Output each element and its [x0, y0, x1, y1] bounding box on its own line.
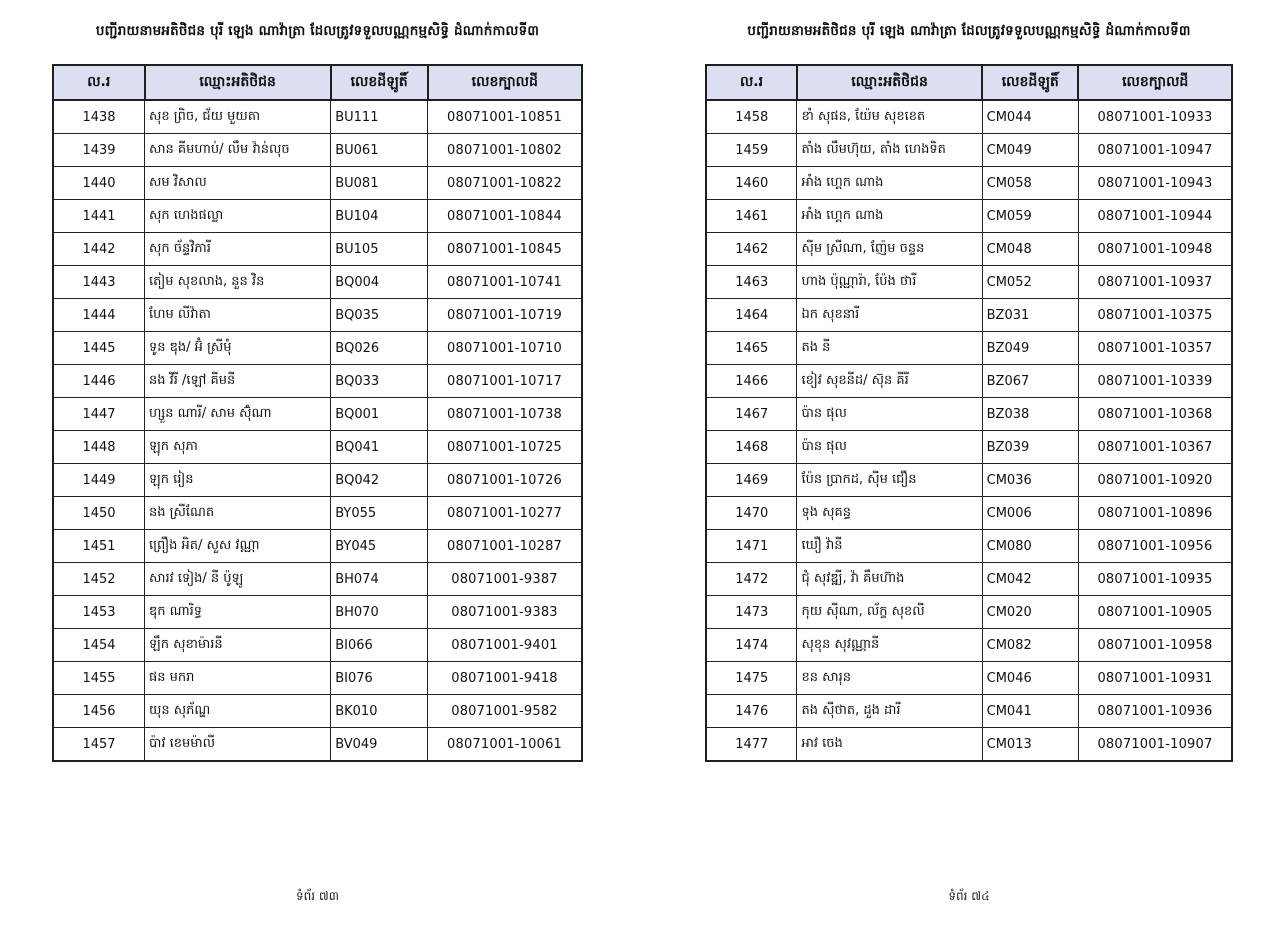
title-number-cell: 08071001-10738: [428, 398, 582, 431]
table-row: [706, 695, 1232, 728]
title-number-cell: 08071001-10277: [428, 497, 582, 530]
customer-name-cell: ឡុក រៀន: [145, 464, 331, 497]
row-number-cell: 1465: [706, 332, 797, 365]
table-row: [706, 233, 1232, 266]
table-row: [706, 167, 1232, 200]
table-row: [53, 266, 582, 299]
title-number-cell: 08071001-10931: [1078, 662, 1232, 695]
lot-code-cell: BY045: [331, 530, 428, 563]
table-row: [706, 563, 1232, 596]
row-number-cell: 1452: [53, 563, 145, 596]
table-body-right: [706, 100, 1232, 761]
title-number-cell: 08071001-10822: [428, 167, 582, 200]
customer-name-cell: ខន សារុន: [797, 662, 982, 695]
table-row: [706, 134, 1232, 167]
lot-code-cell: BZ038: [982, 398, 1078, 431]
table-header-row: [706, 65, 1232, 100]
row-number-cell: 1449: [53, 464, 145, 497]
title-number-cell: 08071001-10933: [1078, 100, 1232, 134]
table-row: [53, 662, 582, 695]
title-number-cell: 08071001-10844: [428, 200, 582, 233]
lot-code-cell: BU061: [331, 134, 428, 167]
lot-code-cell: CM006: [982, 497, 1078, 530]
customer-name-cell: ប៉ាវ ខេមម៉ាលី: [145, 728, 331, 762]
column-header-lot-number: លេខដីឡូតិ៍: [982, 65, 1078, 100]
title-number-cell: 08071001-10802: [428, 134, 582, 167]
customer-name-cell: នង ស្រីណែត: [145, 497, 331, 530]
title-number-cell: 08071001-10936: [1078, 695, 1232, 728]
customer-table-left: [52, 64, 583, 762]
lot-code-cell: BU081: [331, 167, 428, 200]
customer-name-cell: ទុង សុគន្ធ: [797, 497, 982, 530]
lot-code-cell: CM044: [982, 100, 1078, 134]
lot-code-cell: CM049: [982, 134, 1078, 167]
lot-code-cell: BV049: [331, 728, 428, 762]
customer-name-cell: សុក ហេងផល្លា: [145, 200, 331, 233]
lot-code-cell: BQ026: [331, 332, 428, 365]
lot-code-cell: BQ041: [331, 431, 428, 464]
customer-name-cell: ប៉ែន ប្រាកដ, ស៊ីម ជឿន: [797, 464, 982, 497]
table-row: [706, 431, 1232, 464]
customer-name-cell: ផន មករា: [145, 662, 331, 695]
title-number-cell: 08071001-10943: [1078, 167, 1232, 200]
customer-name-cell: នង វិរី /ឡៅ គីមនី: [145, 365, 331, 398]
row-number-cell: 1470: [706, 497, 797, 530]
customer-name-cell: ខៀវ សុខនីដ/ ស៊ុន គីរី: [797, 365, 982, 398]
customer-name-cell: សារវ ទៀង/ នី ប៉ូឡូ: [145, 563, 331, 596]
customer-name-cell: សុខ ព្រិច, ជ័យ មួយតា: [145, 100, 331, 134]
customer-name-cell: ហ្សួន ណារី/ សាម ស៊ុំណា: [145, 398, 331, 431]
lot-code-cell: BQ035: [331, 299, 428, 332]
page-number-footer: ទំព័រ ៧៤: [948, 889, 990, 903]
table-row: [706, 398, 1232, 431]
customer-name-cell: ឃឿ វ៉ានី: [797, 530, 982, 563]
row-number-cell: 1441: [53, 200, 145, 233]
page-right: [705, 0, 1233, 949]
lot-code-cell: BZ067: [982, 365, 1078, 398]
title-number-cell: 08071001-10944: [1078, 200, 1232, 233]
table-row: [53, 728, 582, 762]
lot-code-cell: BU105: [331, 233, 428, 266]
row-number-cell: 1451: [53, 530, 145, 563]
lot-code-cell: CM059: [982, 200, 1078, 233]
lot-code-cell: CM048: [982, 233, 1078, 266]
table-row: [706, 299, 1232, 332]
table-row: [53, 629, 582, 662]
lot-code-cell: BH070: [331, 596, 428, 629]
lot-code-cell: BQ033: [331, 365, 428, 398]
customer-name-cell: ឡឹក សុខាម៉ារនី: [145, 629, 331, 662]
title-number-cell: 08071001-9387: [428, 563, 582, 596]
customer-name-cell: តៀម សុខលាង, នួន វិន: [145, 266, 331, 299]
row-number-cell: 1466: [706, 365, 797, 398]
title-number-cell: 08071001-10851: [428, 100, 582, 134]
lot-code-cell: BZ031: [982, 299, 1078, 332]
title-number-cell: 08071001-10717: [428, 365, 582, 398]
lot-code-cell: BH074: [331, 563, 428, 596]
lot-code-cell: CM058: [982, 167, 1078, 200]
title-number-cell: 08071001-10958: [1078, 629, 1232, 662]
row-number-cell: 1477: [706, 728, 797, 762]
customer-name-cell: ឯក សុខនារី: [797, 299, 982, 332]
row-number-cell: 1474: [706, 629, 797, 662]
lot-code-cell: BQ042: [331, 464, 428, 497]
table-body-left: [53, 100, 582, 761]
row-number-cell: 1475: [706, 662, 797, 695]
lot-code-cell: CM042: [982, 563, 1078, 596]
customer-name-cell: អាវ ចេង: [797, 728, 982, 762]
row-number-cell: 1468: [706, 431, 797, 464]
column-header-customer-name: ឈ្មោះអតិថិជន: [145, 65, 331, 100]
row-number-cell: 1450: [53, 497, 145, 530]
column-header-number: ល.រ: [706, 65, 797, 100]
title-number-cell: 08071001-10710: [428, 332, 582, 365]
customer-name-cell: អាំង ហ្គេក ណាង: [797, 200, 982, 233]
title-number-cell: 08071001-10725: [428, 431, 582, 464]
row-number-cell: 1448: [53, 431, 145, 464]
title-number-cell: 08071001-10061: [428, 728, 582, 762]
row-number-cell: 1442: [53, 233, 145, 266]
table-row: [706, 596, 1232, 629]
table-row: [53, 365, 582, 398]
row-number-cell: 1460: [706, 167, 797, 200]
row-number-cell: 1462: [706, 233, 797, 266]
document-title: បញ្ជីរាយនាមអតិថិជន បុរី ឡេង ណាវ៉ាត្រា ដែលត្រូវទទួលបណ្ណកម្មសិទ្ធិ ដំណាក់កាលទី៣: [95, 23, 540, 39]
customer-name-cell: ឌុក ណារិទ្ធ: [145, 596, 331, 629]
title-number-cell: 08071001-10741: [428, 266, 582, 299]
page-left: [52, 0, 583, 949]
title-number-cell: 08071001-10726: [428, 464, 582, 497]
table-row: [53, 398, 582, 431]
row-number-cell: 1467: [706, 398, 797, 431]
customer-name-cell: សម វិសាល: [145, 167, 331, 200]
document-title: បញ្ជីរាយនាមអតិថិជន បុរី ឡេង ណាវ៉ាត្រា ដែលត្រូវទទួលបណ្ណកម្មសិទ្ធិ ដំណាក់កាលទី៣: [747, 23, 1191, 39]
customer-name-cell: តង នី: [797, 332, 982, 365]
table-row: [706, 530, 1232, 563]
title-number-cell: 08071001-9401: [428, 629, 582, 662]
column-header-number: ល.រ: [53, 65, 145, 100]
row-number-cell: 1464: [706, 299, 797, 332]
customer-name-cell: កុយ ស៊ីណា, ល័ក្ខ សុខលី: [797, 596, 982, 629]
row-number-cell: 1473: [706, 596, 797, 629]
title-number-cell: 08071001-9582: [428, 695, 582, 728]
lot-code-cell: BU111: [331, 100, 428, 134]
customer-name-cell: ប៉ាន ផុល: [797, 398, 982, 431]
table-row: [706, 266, 1232, 299]
table-row: [53, 431, 582, 464]
table-row: [53, 332, 582, 365]
row-number-cell: 1471: [706, 530, 797, 563]
row-number-cell: 1440: [53, 167, 145, 200]
lot-code-cell: BQ004: [331, 266, 428, 299]
customer-table-right: [705, 64, 1233, 762]
row-number-cell: 1472: [706, 563, 797, 596]
row-number-cell: 1459: [706, 134, 797, 167]
table-row: [53, 100, 582, 134]
table-row: [53, 530, 582, 563]
table-row: [53, 563, 582, 596]
lot-code-cell: CM036: [982, 464, 1078, 497]
column-header-title-number: លេខក្បាលដី: [428, 65, 582, 100]
title-number-cell: 08071001-10719: [428, 299, 582, 332]
title-number-cell: 08071001-10948: [1078, 233, 1232, 266]
row-number-cell: 1456: [53, 695, 145, 728]
column-header-title-number: លេខក្បាលដី: [1078, 65, 1232, 100]
customer-name-cell: ស៊ីម ស្រីណា, ញ៉ែម ចន្ទន: [797, 233, 982, 266]
table-row: [706, 662, 1232, 695]
row-number-cell: 1463: [706, 266, 797, 299]
lot-code-cell: BQ001: [331, 398, 428, 431]
title-number-cell: 08071001-10367: [1078, 431, 1232, 464]
table-row: [53, 299, 582, 332]
title-number-cell: 08071001-10357: [1078, 332, 1232, 365]
row-number-cell: 1458: [706, 100, 797, 134]
table-row: [53, 596, 582, 629]
column-header-customer-name: ឈ្មោះអតិថិជន: [797, 65, 982, 100]
title-number-cell: 08071001-10287: [428, 530, 582, 563]
row-number-cell: 1438: [53, 100, 145, 134]
table-header-row: [53, 65, 582, 100]
customer-name-cell: អាំង ហ្គេក ណាង: [797, 167, 982, 200]
customer-name-cell: ប៉ាន ផុល: [797, 431, 982, 464]
lot-code-cell: BZ049: [982, 332, 1078, 365]
title-number-cell: 08071001-10905: [1078, 596, 1232, 629]
row-number-cell: 1444: [53, 299, 145, 332]
customer-name-cell: សុក ច័ន្ទវិភារី: [145, 233, 331, 266]
table-row: [706, 332, 1232, 365]
title-number-cell: 08071001-10907: [1078, 728, 1232, 762]
table-row: [706, 100, 1232, 134]
row-number-cell: 1457: [53, 728, 145, 762]
table-row: [53, 464, 582, 497]
table-row: [706, 629, 1232, 662]
title-number-cell: 08071001-9418: [428, 662, 582, 695]
customer-name-cell: សុខុន សុវណ្ណានី: [797, 629, 982, 662]
title-number-cell: 08071001-10368: [1078, 398, 1232, 431]
customer-name-cell: ព្រឿង អិត/ សួស វណ្ណា: [145, 530, 331, 563]
title-number-cell: 08071001-10947: [1078, 134, 1232, 167]
lot-code-cell: CM020: [982, 596, 1078, 629]
customer-name-cell: ទូន ឌុង/ អ៊ំ ស្រីមុំ: [145, 332, 331, 365]
row-number-cell: 1453: [53, 596, 145, 629]
customer-name-cell: សាន គីមហាប់/ លឹម វ៉ាន់លុច: [145, 134, 331, 167]
table-row: [53, 134, 582, 167]
table-row: [706, 365, 1232, 398]
customer-name-cell: តាំង លឹមហ៊ុយ, តាំង ហេងទិត: [797, 134, 982, 167]
lot-code-cell: CM013: [982, 728, 1078, 762]
row-number-cell: 1454: [53, 629, 145, 662]
title-number-cell: 08071001-10339: [1078, 365, 1232, 398]
title-number-cell: 08071001-10375: [1078, 299, 1232, 332]
row-number-cell: 1439: [53, 134, 145, 167]
customer-name-cell: ហែម លីវ៉ាតា: [145, 299, 331, 332]
row-number-cell: 1446: [53, 365, 145, 398]
lot-code-cell: CM082: [982, 629, 1078, 662]
table-row: [706, 200, 1232, 233]
title-number-cell: 08071001-10920: [1078, 464, 1232, 497]
lot-code-cell: CM052: [982, 266, 1078, 299]
lot-code-cell: BZ039: [982, 431, 1078, 464]
customer-name-cell: ឡុក សុភា: [145, 431, 331, 464]
customer-name-cell: យុន សុភ័ណ្ឌ: [145, 695, 331, 728]
customer-name-cell: តង ស៊ីថាត, ដួង ដារី: [797, 695, 982, 728]
lot-code-cell: BI066: [331, 629, 428, 662]
page-number-footer: ទំព័រ ៧៣: [296, 889, 339, 903]
row-number-cell: 1443: [53, 266, 145, 299]
row-number-cell: 1445: [53, 332, 145, 365]
table-row: [53, 200, 582, 233]
lot-code-cell: CM046: [982, 662, 1078, 695]
table-row: [706, 464, 1232, 497]
title-number-cell: 08071001-10956: [1078, 530, 1232, 563]
title-number-cell: 08071001-10896: [1078, 497, 1232, 530]
customer-name-cell: ហាង ប៉ុណ្ណារ៉ា, ប៉ែង ថារី: [797, 266, 982, 299]
lot-code-cell: BY055: [331, 497, 428, 530]
row-number-cell: 1447: [53, 398, 145, 431]
lot-code-cell: CM041: [982, 695, 1078, 728]
customer-name-cell: ខាំ សុផន, យ៉ែម សុខខេត: [797, 100, 982, 134]
table-row: [706, 497, 1232, 530]
title-number-cell: 08071001-9383: [428, 596, 582, 629]
title-number-cell: 08071001-10935: [1078, 563, 1232, 596]
lot-code-cell: BU104: [331, 200, 428, 233]
title-number-cell: 08071001-10937: [1078, 266, 1232, 299]
table-row: [706, 728, 1232, 762]
row-number-cell: 1476: [706, 695, 797, 728]
row-number-cell: 1461: [706, 200, 797, 233]
lot-code-cell: CM080: [982, 530, 1078, 563]
table-row: [53, 497, 582, 530]
lot-code-cell: BI076: [331, 662, 428, 695]
table-row: [53, 233, 582, 266]
column-header-lot-number: លេខដីឡូតិ៍: [331, 65, 428, 100]
lot-code-cell: BK010: [331, 695, 428, 728]
table-row: [53, 167, 582, 200]
row-number-cell: 1455: [53, 662, 145, 695]
title-number-cell: 08071001-10845: [428, 233, 582, 266]
customer-name-cell: ជុំ សុវឌ្ឍី, វ៉ា គឹមហ៊ាង: [797, 563, 982, 596]
row-number-cell: 1469: [706, 464, 797, 497]
table-row: [53, 695, 582, 728]
